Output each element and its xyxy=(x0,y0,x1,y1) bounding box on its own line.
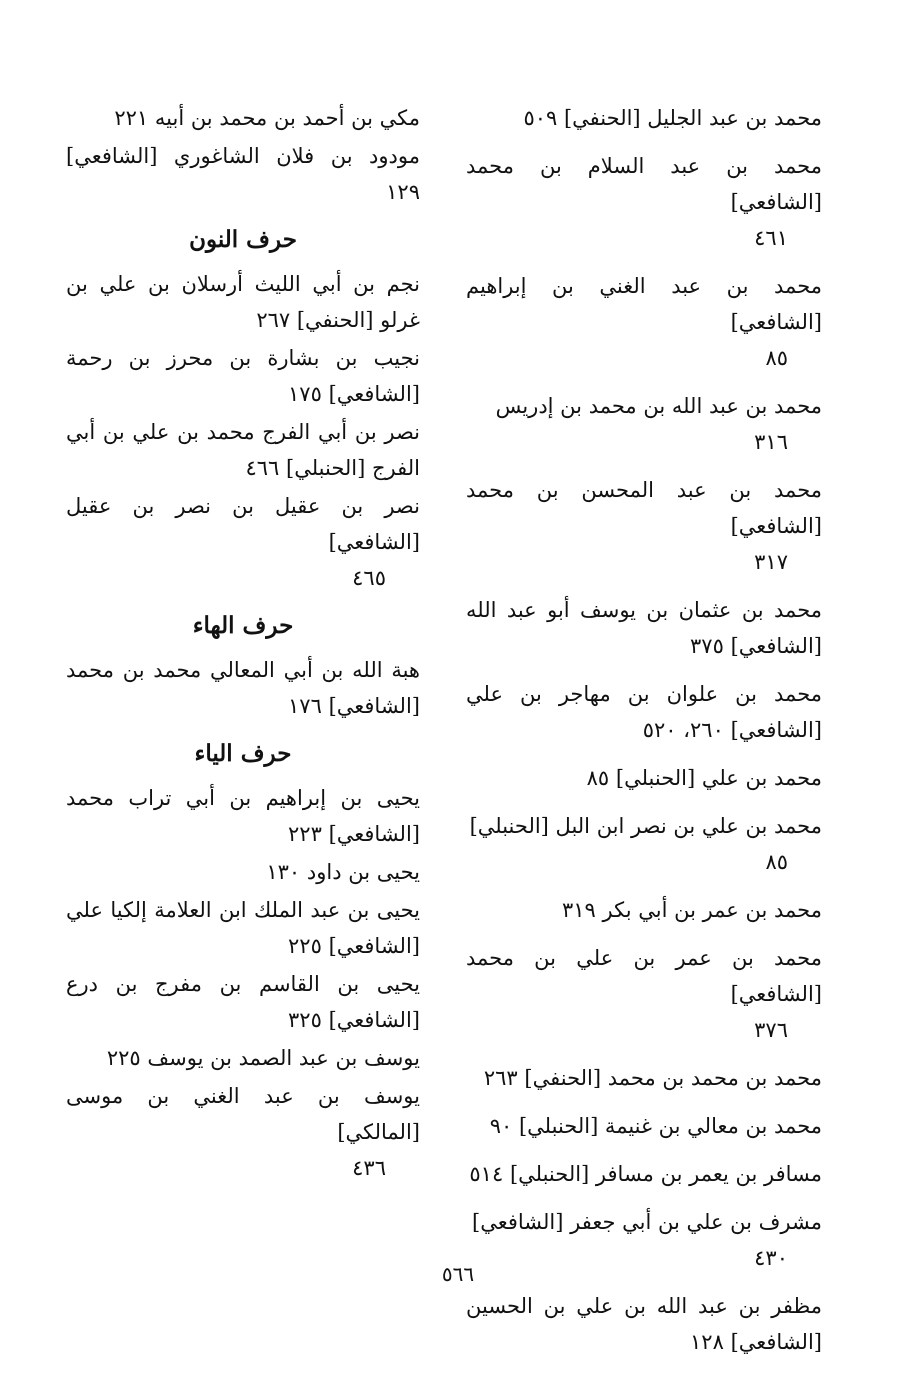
left-column xyxy=(66,100,420,1188)
entry-pages: ٤٣٦ xyxy=(352,1156,386,1180)
entry-pages: ٨٥ xyxy=(765,346,788,370)
entry-pages: ١٢٨ xyxy=(690,1330,724,1354)
page-number: ٥٦٦ xyxy=(441,1262,475,1286)
entry-name: مسافر بن يعمر بن مسافر [الحنبلي] xyxy=(509,1162,822,1186)
entry-pages: ٣١٦ xyxy=(754,430,788,454)
entry-pages: ٢٦٠، ٥٢٠ xyxy=(642,718,724,742)
index-entry xyxy=(466,1288,822,1360)
index-entry xyxy=(466,268,822,376)
entry-pages: ١٢٩ xyxy=(386,180,420,204)
entry-pages: ٤٣٠ xyxy=(754,1246,788,1270)
index-entry xyxy=(66,414,420,486)
entry-name: محمد بن عمر بن أبي بكر xyxy=(602,898,822,922)
entry-pages: ٥٠٩ xyxy=(523,106,558,130)
entry-pages: ١٣٠ xyxy=(266,860,301,884)
entry-pages: ٤٦٥ xyxy=(352,566,386,590)
index-entry xyxy=(66,138,420,210)
entry-name: يوسف بن عبد الغني بن موسى [المالكي] xyxy=(66,1084,420,1144)
entry-pages: ٢٢٥ xyxy=(288,934,322,958)
entry-name: محمد بن عبد الغني بن إبراهيم [الشافعي] xyxy=(466,274,822,334)
entry-name: مشرف بن علي بن أبي جعفر [الشافعي] xyxy=(472,1210,822,1234)
right-column xyxy=(466,100,822,1372)
index-entry xyxy=(466,808,822,880)
index-entry xyxy=(466,100,822,136)
entry-name: محمد بن عبد الله بن محمد بن إدريس xyxy=(495,394,822,418)
entry-name: نجيب بن بشارة بن محرز بن رحمة [الشافعي] xyxy=(66,346,420,406)
entry-name: محمد بن معالي بن غنيمة [الحنبلي] xyxy=(518,1114,822,1138)
entry-pages: ٣٢٥ xyxy=(288,1008,322,1032)
entry-name: مظفر بن عبد الله بن علي بن الحسين [الشافعي] xyxy=(466,1294,822,1354)
index-entry xyxy=(466,1156,822,1192)
entry-pages: ١٧٥ xyxy=(288,382,322,406)
entry-pages: ٢٦٧ xyxy=(256,308,291,332)
index-entry xyxy=(466,892,822,928)
index-entry xyxy=(66,892,420,964)
entry-pages: ٥١٤ xyxy=(469,1162,504,1186)
entry-name: محمد بن عبد الجليل [الحنفي] xyxy=(563,106,822,130)
index-entry xyxy=(466,148,822,256)
entry-name: يحيى بن عبد الملك ابن العلامة إلكيا علي [الشافعي] xyxy=(66,898,420,958)
entry-name: نصر بن أبي الفرج محمد بن علي بن أبي الفرج [الحنبلي] xyxy=(66,420,420,480)
index-entry xyxy=(66,854,420,890)
index-entry xyxy=(466,940,822,1048)
entry-name: هبة الله بن أبي المعالي محمد بن محمد [الشافعي] xyxy=(66,658,420,718)
index-entry xyxy=(466,1108,822,1144)
entry-pages: ٣٧٥ xyxy=(690,634,724,658)
entry-name: محمد بن علي [الحنبلي] xyxy=(615,766,822,790)
section-heading-ya: حرف الياء xyxy=(194,740,292,767)
index-entry xyxy=(466,472,822,580)
index-entry xyxy=(66,652,420,724)
entry-pages: ٢٢٣ xyxy=(288,822,322,846)
section-heading-ha: حرف الهاء xyxy=(192,612,294,639)
entry-pages: ١٧٦ xyxy=(288,694,322,718)
entry-name: محمد بن عمر بن علي بن محمد [الشافعي] xyxy=(466,946,822,1006)
entry-name: نجم بن أبي الليث أرسلان بن علي بن غرلو [الحنفي] xyxy=(66,272,420,332)
index-entry xyxy=(466,388,822,460)
index-entry xyxy=(66,266,420,338)
entry-pages: ٨٥ xyxy=(586,766,610,790)
entry-name: محمد بن عبد السلام بن محمد [الشافعي] xyxy=(466,154,822,214)
section-heading-nun: حرف النون xyxy=(189,226,297,253)
entry-name: يوسف بن عبد الصمد بن يوسف xyxy=(147,1046,420,1070)
entry-name: نصر بن عقيل بن نصر بن عقيل [الشافعي] xyxy=(66,494,420,554)
entry-pages: ٣١٩ xyxy=(561,898,596,922)
index-entry xyxy=(66,340,420,412)
entry-name: مودود بن فلان الشاغوري [الشافعي] xyxy=(66,144,420,168)
index-entry xyxy=(66,100,420,136)
index-entry xyxy=(466,676,822,748)
entry-pages: ٢٦٣ xyxy=(483,1066,518,1090)
entry-name: محمد بن عثمان بن يوسف أبو عبد الله [الشافعي] xyxy=(466,598,822,658)
entry-pages: ٩٠ xyxy=(489,1114,513,1138)
index-entry xyxy=(66,966,420,1038)
index-entry xyxy=(66,1078,420,1186)
entry-pages: ٢٢٥ xyxy=(106,1046,141,1070)
index-entry xyxy=(66,1040,420,1076)
entry-name: يحيى بن إبراهيم بن أبي تراب محمد [الشافعي] xyxy=(66,786,420,846)
entry-name: محمد بن محمد بن محمد [الحنفي] xyxy=(524,1066,822,1090)
index-entry xyxy=(466,592,822,664)
entry-name: يحيى بن داود xyxy=(306,860,420,884)
entry-name: محمد بن علي بن نصر ابن البل [الحنبلي] xyxy=(469,814,822,838)
entry-pages: ٤٦١ xyxy=(754,226,788,250)
index-entry xyxy=(66,488,420,596)
entry-pages: ٨٥ xyxy=(765,850,788,874)
entry-name: مكي بن أحمد بن محمد بن أبيه xyxy=(154,106,420,130)
index-entry xyxy=(466,1060,822,1096)
entry-name: يحيى بن القاسم بن مفرج بن درع [الشافعي] xyxy=(66,972,420,1032)
index-entry xyxy=(466,760,822,796)
entry-name: محمد بن علوان بن مهاجر بن علي [الشافعي] xyxy=(466,682,822,742)
entry-pages: ٢٢١ xyxy=(114,106,149,130)
entry-name: محمد بن عبد المحسن بن محمد [الشافعي] xyxy=(466,478,822,538)
index-entry xyxy=(66,780,420,852)
entry-pages: ٤٦٦ xyxy=(245,456,280,480)
entry-pages: ٣٧٦ xyxy=(754,1018,788,1042)
entry-pages: ٣١٧ xyxy=(754,550,788,574)
